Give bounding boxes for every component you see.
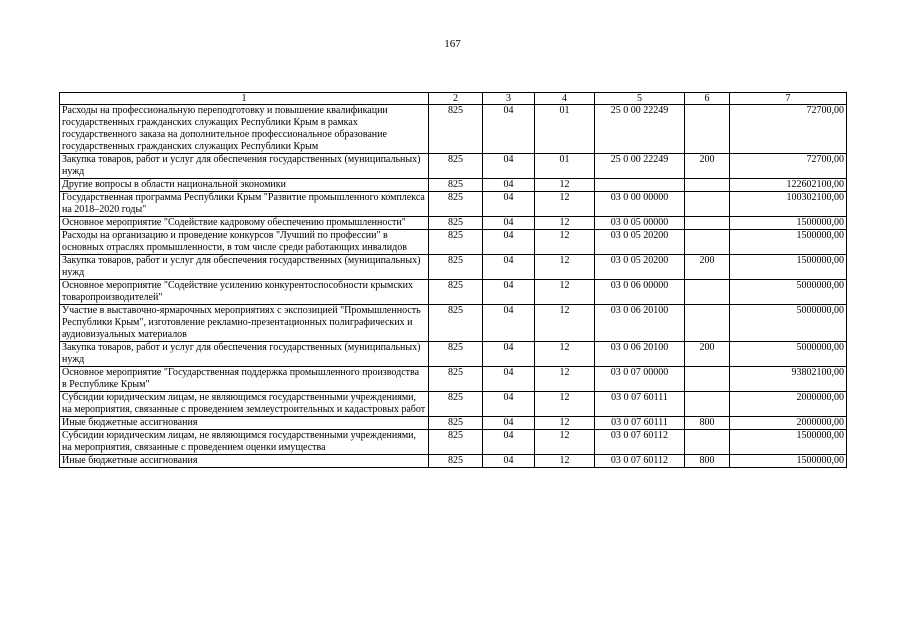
column-header: 3 (483, 93, 535, 105)
expense-type-cell (685, 280, 730, 305)
section-cell: 04 (483, 105, 535, 154)
row-description: Расходы на профессиональную переподготовку и повышение квалификации государственных гражданских служащих Республики Крым в рамках государственного заказа на дополнительное профессиональное образование государственных гражданских служащих Республики Крым (60, 105, 429, 154)
expense-type-cell: 800 (685, 417, 730, 430)
expense-type-cell (685, 305, 730, 342)
row-description: Закупка товаров, работ и услуг для обеспечения государственных (муниципальных) нужд (60, 154, 429, 179)
section-cell: 04 (483, 217, 535, 230)
row-description: Субсидии юридическим лицам, не являющимся государственными учреждениями, на мероприятия, связанные с проведением оценки имущества (60, 430, 429, 455)
row-description: Иные бюджетные ассигнования (60, 455, 429, 468)
budget-table (59, 92, 847, 468)
subsection-cell: 12 (535, 392, 595, 417)
amount-cell: 1500000,00 (730, 455, 847, 468)
amount-cell: 5000000,00 (730, 342, 847, 367)
admin-code-cell: 825 (429, 230, 483, 255)
expense-type-cell (685, 179, 730, 192)
table-row (60, 342, 847, 367)
admin-code-cell: 825 (429, 455, 483, 468)
amount-cell: 100302100,00 (730, 192, 847, 217)
admin-code-cell: 825 (429, 280, 483, 305)
subsection-cell: 12 (535, 430, 595, 455)
column-header: 4 (535, 93, 595, 105)
table-row (60, 305, 847, 342)
target-article-cell (595, 179, 685, 192)
table-row (60, 367, 847, 392)
column-header: 5 (595, 93, 685, 105)
subsection-cell: 12 (535, 417, 595, 430)
admin-code-cell: 825 (429, 342, 483, 367)
section-cell: 04 (483, 430, 535, 455)
section-cell: 04 (483, 179, 535, 192)
expense-type-cell: 200 (685, 255, 730, 280)
admin-code-cell: 825 (429, 430, 483, 455)
amount-cell: 72700,00 (730, 154, 847, 179)
target-article-cell: 03 0 06 20100 (595, 305, 685, 342)
row-description: Расходы на организацию и проведение конкурсов "Лучший по профессии" в основных отраслях промышленности, в том числе среди работающих инвалидов (60, 230, 429, 255)
target-article-cell: 03 0 05 20200 (595, 230, 685, 255)
expense-type-cell (685, 230, 730, 255)
table-row (60, 192, 847, 217)
target-article-cell: 03 0 07 60112 (595, 455, 685, 468)
subsection-cell: 12 (535, 342, 595, 367)
table-row (60, 179, 847, 192)
target-article-cell: 25 0 00 22249 (595, 105, 685, 154)
expense-type-cell: 800 (685, 455, 730, 468)
row-description: Закупка товаров, работ и услуг для обеспечения государственных (муниципальных) нужд (60, 255, 429, 280)
subsection-cell: 12 (535, 230, 595, 255)
table-row (60, 455, 847, 468)
admin-code-cell: 825 (429, 217, 483, 230)
row-description: Основное мероприятие "Государственная поддержка промышленного производства в Республике Крым" (60, 367, 429, 392)
section-cell: 04 (483, 417, 535, 430)
target-article-cell: 03 0 05 20200 (595, 255, 685, 280)
amount-cell: 2000000,00 (730, 417, 847, 430)
table-row (60, 392, 847, 417)
subsection-cell: 12 (535, 217, 595, 230)
amount-cell: 1500000,00 (730, 230, 847, 255)
table-row (60, 217, 847, 230)
table-row (60, 430, 847, 455)
expense-type-cell: 200 (685, 154, 730, 179)
target-article-cell: 03 0 06 20100 (595, 342, 685, 367)
subsection-cell: 12 (535, 455, 595, 468)
table-row (60, 154, 847, 179)
admin-code-cell: 825 (429, 192, 483, 217)
section-cell: 04 (483, 255, 535, 280)
row-description: Закупка товаров, работ и услуг для обеспечения государственных (муниципальных) нужд (60, 342, 429, 367)
expense-type-cell (685, 367, 730, 392)
page-number: 167 (444, 38, 461, 50)
row-description: Другие вопросы в области национальной экономики (60, 179, 429, 192)
amount-cell: 1500000,00 (730, 255, 847, 280)
amount-cell: 1500000,00 (730, 430, 847, 455)
table-row (60, 255, 847, 280)
target-article-cell: 03 0 07 60111 (595, 417, 685, 430)
column-header: 1 (60, 93, 429, 105)
admin-code-cell: 825 (429, 392, 483, 417)
section-cell: 04 (483, 342, 535, 367)
subsection-cell: 12 (535, 255, 595, 280)
table-row (60, 230, 847, 255)
admin-code-cell: 825 (429, 305, 483, 342)
table-row (60, 280, 847, 305)
target-article-cell: 03 0 07 60112 (595, 430, 685, 455)
target-article-cell: 03 0 05 00000 (595, 217, 685, 230)
section-cell: 04 (483, 367, 535, 392)
column-header: 7 (730, 93, 847, 105)
admin-code-cell: 825 (429, 417, 483, 430)
table-header-row (60, 93, 847, 105)
admin-code-cell: 825 (429, 255, 483, 280)
expense-type-cell: 200 (685, 342, 730, 367)
subsection-cell: 12 (535, 179, 595, 192)
row-description: Основное мероприятие "Содействие кадровому обеспечению промышленности" (60, 217, 429, 230)
amount-cell: 2000000,00 (730, 392, 847, 417)
row-description: Основное мероприятие "Содействие усилению конкурентоспособности крымских товаропроизводителей" (60, 280, 429, 305)
amount-cell: 93802100,00 (730, 367, 847, 392)
admin-code-cell: 825 (429, 154, 483, 179)
row-description: Участие в выставочно-ярмарочных мероприятиях с экспозицией "Промышленность Республики Крым", изготовление рекламно-презентационных полиграфических и аудиовизуальных материалов (60, 305, 429, 342)
target-article-cell: 03 0 00 00000 (595, 192, 685, 217)
expense-type-cell (685, 430, 730, 455)
section-cell: 04 (483, 230, 535, 255)
amount-cell: 1500000,00 (730, 217, 847, 230)
row-description: Государственная программа Республики Крым "Развитие промышленного комплекса на 2018–2020 годы" (60, 192, 429, 217)
expense-type-cell (685, 392, 730, 417)
target-article-cell: 03 0 06 00000 (595, 280, 685, 305)
amount-cell: 122602100,00 (730, 179, 847, 192)
admin-code-cell: 825 (429, 367, 483, 392)
section-cell: 04 (483, 192, 535, 217)
amount-cell: 72700,00 (730, 105, 847, 154)
section-cell: 04 (483, 392, 535, 417)
expense-type-cell (685, 105, 730, 154)
column-header: 6 (685, 93, 730, 105)
section-cell: 04 (483, 455, 535, 468)
table-body (60, 105, 847, 468)
section-cell: 04 (483, 154, 535, 179)
subsection-cell: 12 (535, 192, 595, 217)
row-description: Субсидии юридическим лицам, не являющимся государственными учреждениями, на мероприятия, связанные с проведением землеустроительных и кадастровых работ (60, 392, 429, 417)
target-article-cell: 03 0 07 00000 (595, 367, 685, 392)
expense-type-cell (685, 192, 730, 217)
section-cell: 04 (483, 305, 535, 342)
expense-type-cell (685, 217, 730, 230)
subsection-cell: 12 (535, 280, 595, 305)
amount-cell: 5000000,00 (730, 305, 847, 342)
column-header: 2 (429, 93, 483, 105)
section-cell: 04 (483, 280, 535, 305)
target-article-cell: 25 0 00 22249 (595, 154, 685, 179)
table-row (60, 105, 847, 154)
amount-cell: 5000000,00 (730, 280, 847, 305)
subsection-cell: 01 (535, 105, 595, 154)
admin-code-cell: 825 (429, 105, 483, 154)
row-description: Иные бюджетные ассигнования (60, 417, 429, 430)
target-article-cell: 03 0 07 60111 (595, 392, 685, 417)
table-row (60, 417, 847, 430)
admin-code-cell: 825 (429, 179, 483, 192)
subsection-cell: 12 (535, 305, 595, 342)
subsection-cell: 12 (535, 367, 595, 392)
subsection-cell: 01 (535, 154, 595, 179)
